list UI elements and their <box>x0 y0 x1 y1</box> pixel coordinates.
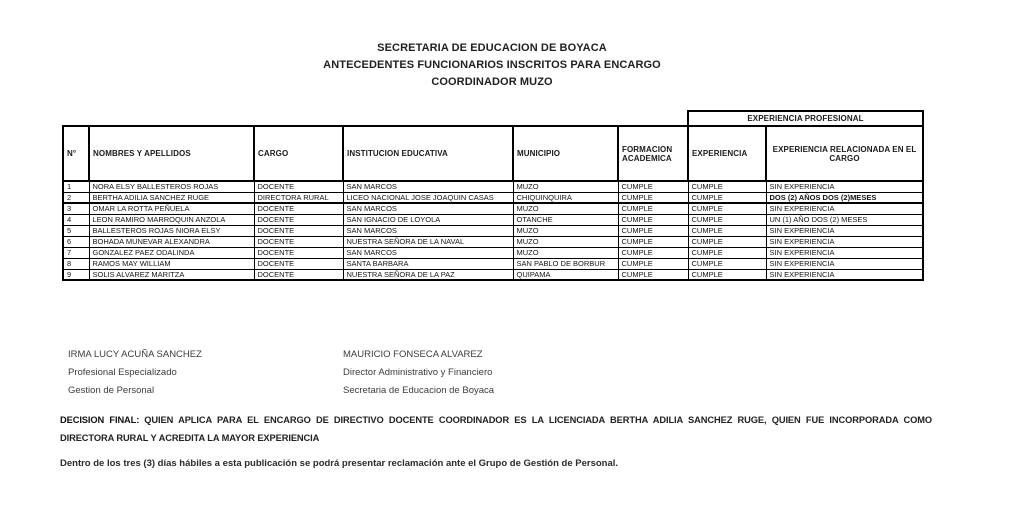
table-cell: CUMPLE <box>688 192 766 203</box>
table-cell: SAN MARCOS <box>343 203 513 214</box>
table-row <box>63 269 923 280</box>
signature-name: MAURICIO FONSECA ALVAREZ <box>343 349 483 360</box>
table-cell: RAMOS MAY WILLIAM <box>89 258 254 269</box>
decision-final-paragraph <box>60 412 932 447</box>
table-cell: CUMPLE <box>618 236 688 247</box>
table-cell: GONZALEZ PAEZ ODALINDA <box>89 247 254 258</box>
table-cell: SAN MARCOS <box>343 181 513 192</box>
table-cell: CUMPLE <box>688 247 766 258</box>
table-cell: SIN EXPERIENCIA <box>766 247 923 258</box>
signature-dept: Gestion de Personal <box>68 385 155 396</box>
table-cell: OMAR LA ROTTA PEÑUELA <box>89 203 254 214</box>
table-cell: LEON RAMIRO MARROQUIN ANZOLA <box>89 214 254 225</box>
table-cell: SANTA BARBARA <box>343 258 513 269</box>
table-cell: DOCENTE <box>254 225 343 236</box>
table-cell: OTANCHE <box>513 214 618 225</box>
table-cell: NUESTRA SEÑORA DE LA PAZ <box>343 269 513 280</box>
table-cell: MUZO <box>513 181 618 192</box>
table-cell: CUMPLE <box>688 269 766 280</box>
col-header-nombres: NOMBRES Y APELLIDOS <box>89 126 254 181</box>
table-cell: 6 <box>63 236 89 247</box>
table-cell: DOCENTE <box>254 181 343 192</box>
table-cell: LICEO NACIONAL JOSE JOAQUIN CASAS <box>343 192 513 203</box>
table-cell: DOCENTE <box>254 214 343 225</box>
table-cell: SAN MARCOS <box>343 225 513 236</box>
title-line-1: SECRETARIA DE EDUCACION DE BOYACA <box>377 42 607 54</box>
table-row <box>63 236 923 247</box>
table-cell: BOHADA MUNEVAR ALEXANDRA <box>89 236 254 247</box>
table-cell: CUMPLE <box>688 214 766 225</box>
table-cell: 8 <box>63 258 89 269</box>
table-cell: CUMPLE <box>618 269 688 280</box>
table-body <box>63 181 923 280</box>
col-header-cargo: CARGO <box>254 126 343 181</box>
table-cell: SIN EXPERIENCIA <box>766 225 923 236</box>
table-cell: CUMPLE <box>618 192 688 203</box>
group-header-spacer <box>63 111 688 126</box>
group-header-experiencia-profesional: EXPERIENCIA PROFESIONAL <box>688 111 923 126</box>
table-cell: 4 <box>63 214 89 225</box>
table-cell: 5 <box>63 225 89 236</box>
table-cell: CUMPLE <box>618 214 688 225</box>
table-cell: CUMPLE <box>688 181 766 192</box>
group-header-row <box>63 111 923 126</box>
document-title-block <box>62 40 922 91</box>
table-cell: SIN EXPERIENCIA <box>766 258 923 269</box>
table-cell: DOCENTE <box>254 269 343 280</box>
table-cell: MUZO <box>513 247 618 258</box>
table-cell: DOCENTE <box>254 247 343 258</box>
table-cell: BERTHA ADILIA SANCHEZ RUGE <box>89 192 254 203</box>
table-cell: MUZO <box>513 203 618 214</box>
title-line-3: COORDINADOR MUZO <box>431 76 553 88</box>
table-row <box>63 258 923 269</box>
table-cell: CUMPLE <box>618 203 688 214</box>
table-cell: DOS (2) AÑOS DOS (2)MESES <box>766 192 923 203</box>
decision-final-text: QUIEN APLICA PARA EL ENCARGO DE DIRECTIVO DOCENTE COORDINADOR ES LA LICENCIADA BERTHA ADILIA SANCHEZ RUGE, QUIEN FUE INCORPORADA COMO DIRECTORA RURAL Y ACREDITA LA MAYOR EXPERIENCIA <box>60 415 932 443</box>
reclamation-note: Dentro de los tres (3) días hábiles a esta publicación se podrá presentar reclamación ante el Grupo de Gestión de Personal. <box>60 458 619 469</box>
col-header-num: N° <box>63 126 89 181</box>
table-cell: 2 <box>63 192 89 203</box>
table-row <box>63 247 923 258</box>
table-row <box>63 203 923 214</box>
table-cell: 3 <box>63 203 89 214</box>
table-cell: SAN IGNACIO DE LOYOLA <box>343 214 513 225</box>
table-row <box>63 192 923 203</box>
table-cell: SOLIS ALVAREZ MARITZA <box>89 269 254 280</box>
table-cell: NUESTRA SEÑORA DE LA NAVAL <box>343 236 513 247</box>
signature-block-left <box>68 346 202 400</box>
table-header-row <box>63 126 923 181</box>
table-row <box>63 225 923 236</box>
table-row <box>63 214 923 225</box>
signature-role: Director Administrativo y Financiero <box>343 367 493 378</box>
table-cell: BALLESTEROS ROJAS NIORA ELSY <box>89 225 254 236</box>
table-cell: CUMPLE <box>618 258 688 269</box>
table-cell: SIN EXPERIENCIA <box>766 181 923 192</box>
signature-role: Profesional Especializado <box>68 367 177 378</box>
table-cell: SIN EXPERIENCIA <box>766 236 923 247</box>
table-cell: 7 <box>63 247 89 258</box>
table-cell: DOCENTE <box>254 258 343 269</box>
antecedentes-table <box>62 110 924 281</box>
table-cell: 1 <box>63 181 89 192</box>
signature-block-right <box>343 346 494 400</box>
table-cell: UN (1) AÑO DOS (2) MESES <box>766 214 923 225</box>
table-cell: CUMPLE <box>688 203 766 214</box>
table-cell: SIN EXPERIENCIA <box>766 269 923 280</box>
col-header-experiencia: EXPERIENCIA <box>688 126 766 181</box>
table-cell: DOCENTE <box>254 236 343 247</box>
table-cell: MUZO <box>513 225 618 236</box>
table-cell: NORA ELSY BALLESTEROS ROJAS <box>89 181 254 192</box>
table-cell: CUMPLE <box>618 247 688 258</box>
col-header-experiencia-relacionada: EXPERIENCIA RELACIONADA EN EL CARGO <box>766 126 923 181</box>
table-cell: CUMPLE <box>688 236 766 247</box>
table-cell: SAN PABLO DE BORBUR <box>513 258 618 269</box>
table-cell: MUZO <box>513 236 618 247</box>
table-cell: CUMPLE <box>688 225 766 236</box>
decision-final-label: DECISION FINAL: <box>60 415 140 425</box>
col-header-institucion: INSTITUCION EDUCATIVA <box>343 126 513 181</box>
col-header-municipio: MUNICIPIO <box>513 126 618 181</box>
table-cell: CHIQUINQUIRA <box>513 192 618 203</box>
table-cell: DIRECTORA RURAL <box>254 192 343 203</box>
signature-name: IRMA LUCY ACUÑA SANCHEZ <box>68 349 202 360</box>
title-line-2: ANTECEDENTES FUNCIONARIOS INSCRITOS PARA ENCARGO <box>323 59 661 71</box>
table-cell: CUMPLE <box>618 225 688 236</box>
table-cell: DOCENTE <box>254 203 343 214</box>
col-header-formacion: FORMACION ACADEMICA <box>618 126 688 181</box>
antecedentes-table-wrap <box>62 110 924 281</box>
table-cell: CUMPLE <box>618 181 688 192</box>
table-cell: QUIPAMA <box>513 269 618 280</box>
table-cell: SIN EXPERIENCIA <box>766 203 923 214</box>
table-cell: 9 <box>63 269 89 280</box>
signature-dept: Secretaria de Educacion de Boyaca <box>343 385 495 396</box>
table-cell: CUMPLE <box>688 258 766 269</box>
table-cell: SAN MARCOS <box>343 247 513 258</box>
table-row <box>63 181 923 192</box>
